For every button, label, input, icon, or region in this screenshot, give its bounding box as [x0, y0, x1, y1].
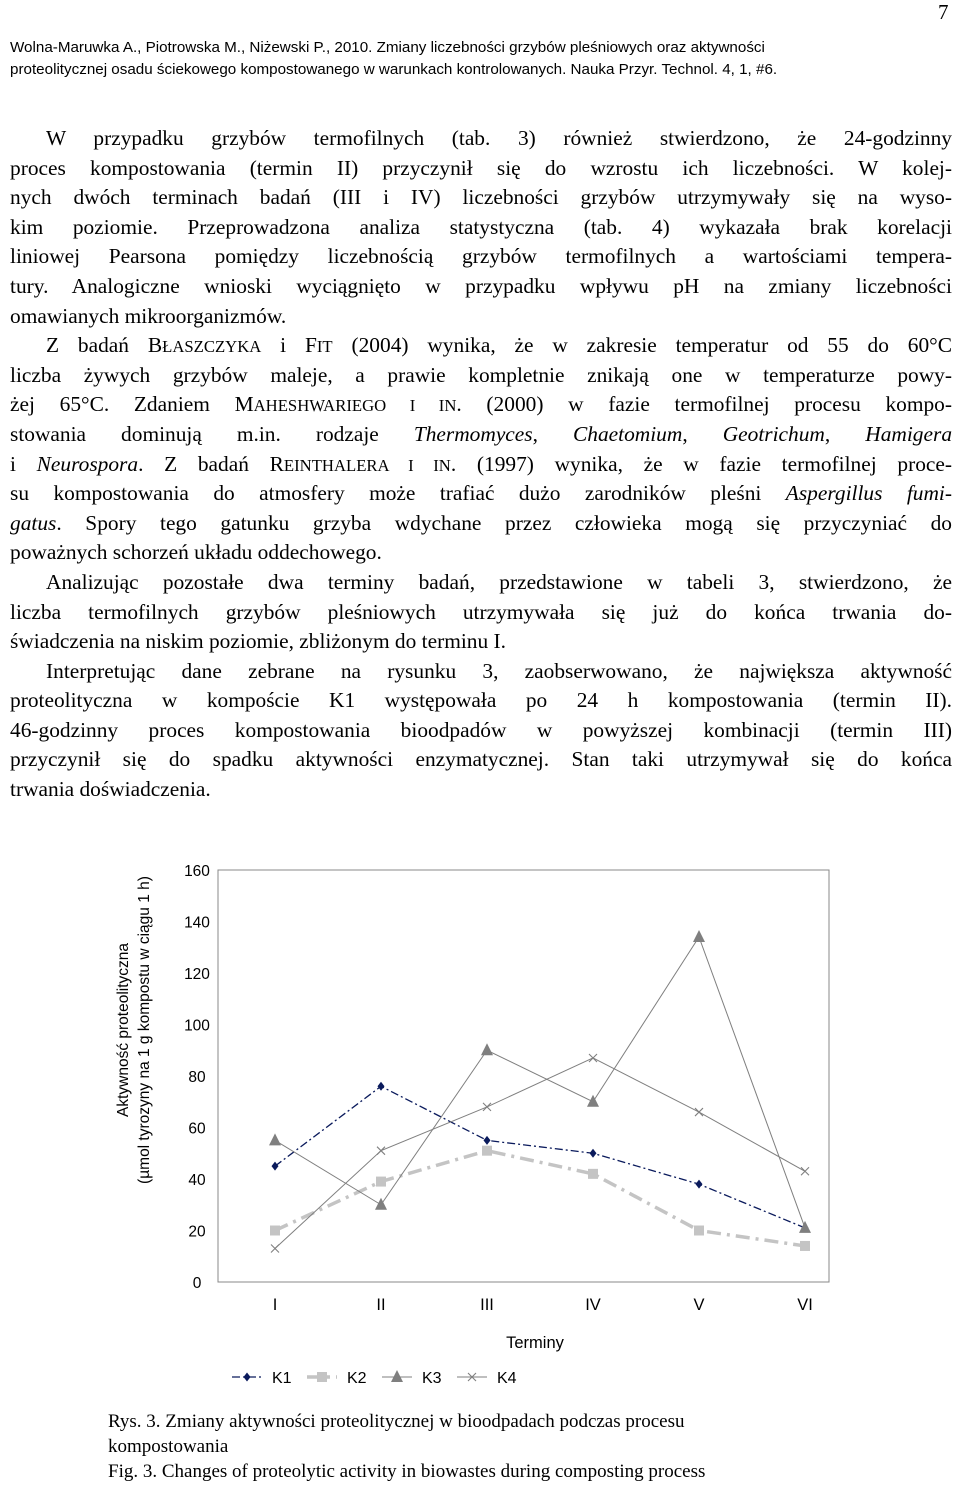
body-line: tury. Analogiczne wnioski wyciągnięto w przypadku wpływu pH na zmiany liczebności	[10, 273, 952, 298]
x-tick-label: I	[272, 1296, 278, 1314]
data-point-k1	[590, 1149, 597, 1158]
text-run: . Z badań	[138, 451, 270, 476]
text-run: żej 65°C. Zdaniem	[10, 392, 235, 417]
y-tick-labels	[184, 863, 210, 1292]
genus-name: Thermomyces	[413, 421, 533, 446]
y-tick-label: 20	[188, 1223, 206, 1241]
data-point-k2	[376, 1177, 386, 1187]
legend-swatch-marker	[391, 1370, 403, 1382]
author-smallcaps: IT	[316, 337, 333, 357]
body-line: przyczynił się do spadku aktywności enzymatycznej. Stan taki utrzymywał się do końca	[10, 747, 952, 772]
data-point-k4	[483, 1103, 491, 1111]
x-tick-label: VI	[797, 1296, 813, 1314]
legend-entry-k4	[457, 1370, 517, 1387]
data-point-k3	[375, 1198, 387, 1210]
line-chart	[100, 845, 860, 1405]
series-line-k1	[275, 1086, 805, 1228]
body-line: kim poziomie. Przeprowadzona analiza statystyczna (tab. 4) wykazała brak korelacji	[10, 214, 952, 239]
data-point-k3	[587, 1095, 599, 1107]
data-point-k3	[693, 930, 705, 942]
species-name: Aspergillus fumi-	[785, 481, 952, 506]
figure-caption	[108, 1409, 868, 1484]
body-line: W przypadku grzybów termofilnych (tab. 3) również stwierdzono, że 24-godzinny	[46, 126, 952, 150]
legend-entry-k2	[307, 1370, 367, 1387]
caption-pl-line2: kompostowania	[108, 1436, 229, 1457]
body-line: trwania doświadczenia.	[10, 777, 211, 802]
genus-name: Geotrichum	[722, 421, 825, 446]
data-point-k2	[482, 1146, 492, 1156]
legend-label: K4	[497, 1370, 517, 1387]
text-run: su kompostowania do atmosfery może trafiać dużo zarodników pleśni	[10, 481, 786, 506]
body-line: liniowej Pearsona pomiędzy liczebnością grzybów termofilnych a wartościami tempera-	[10, 244, 952, 269]
data-point-k4	[271, 1245, 279, 1253]
plot-area-frame	[218, 870, 829, 1282]
y-tick-label: 140	[184, 914, 210, 932]
genus-name: Hamigera	[865, 421, 953, 446]
x-tick-label: V	[693, 1296, 705, 1314]
caption-pl-line1: Rys. 3. Zmiany aktywności proteolitycznej w bioodpadach podczas procesu	[108, 1411, 685, 1432]
body-line: liczba żywych grzybów maleje, a prawie kompletnie znikają one w temperaturze powy-	[10, 362, 952, 387]
legend-label: K1	[272, 1370, 292, 1387]
body-line	[10, 420, 952, 450]
data-point-k4	[589, 1054, 597, 1062]
data-point-k2	[588, 1169, 598, 1179]
y-axis-title-line2: (µmol tyrozyny na 1 g kompostu w ciągu 1 h)	[136, 876, 153, 1184]
x-tick-labels	[273, 1296, 813, 1314]
genus-name: Chaetomium	[573, 421, 683, 446]
data-point-k2	[800, 1241, 810, 1251]
legend-entry-k3	[382, 1370, 442, 1387]
data-point-k1	[378, 1082, 385, 1091]
body-line: poważnych schorzeń układu oddechowego.	[10, 540, 382, 565]
author-initial: F	[304, 333, 317, 358]
series-k3	[269, 930, 811, 1233]
y-axis-title	[115, 876, 153, 1184]
text-run: ,	[824, 421, 866, 446]
citation-line: Wolna-Maruwka A., Piotrowska M., Niżewski P., 2010. Zmiany liczebności grzybów pleśniowych oraz aktywności	[10, 39, 765, 56]
body-line	[10, 509, 952, 539]
text-run: i	[10, 451, 37, 476]
body-line	[10, 331, 952, 361]
x-tick-label: II	[376, 1296, 386, 1314]
series-k4	[271, 1054, 809, 1253]
series-layer	[269, 930, 811, 1253]
text-run: ,	[532, 421, 573, 446]
article-body	[10, 124, 952, 805]
data-point-k1	[484, 1136, 491, 1145]
series-k1	[272, 1082, 809, 1233]
data-point-k2	[270, 1226, 280, 1236]
data-point-k1	[696, 1180, 703, 1189]
page-number: 7	[938, 0, 949, 24]
body-line	[10, 450, 952, 480]
citation-header	[10, 37, 955, 81]
legend-label: K2	[347, 1370, 367, 1387]
text-run: stowania dominują m.in. rodzaje	[10, 421, 414, 446]
legend-label: K3	[422, 1370, 442, 1387]
citation-line: proteolitycznej osadu ściekowego kompostowanego w warunkach kontrolowanych. Nauka Przyr. Technol. 4, 1, #6.	[10, 61, 778, 78]
author-initial: B	[147, 333, 163, 358]
text-run: . (2000) w fazie termofilnej procesu kompo-	[456, 392, 953, 417]
series-line-k4	[275, 1058, 805, 1249]
data-point-k4	[377, 1147, 385, 1155]
x-tick-label: III	[480, 1296, 494, 1314]
data-point-k3	[269, 1133, 281, 1145]
data-point-k4	[695, 1108, 703, 1116]
body-line: proteolityczna w kompoście K1 występowała po 24 h kompostowania (termin II).	[10, 688, 952, 713]
series-k2	[270, 1146, 810, 1251]
legend-entry-k1	[232, 1370, 292, 1387]
caption-en: Fig. 3. Changes of proteolytic activity in biowastes during composting process	[108, 1461, 706, 1482]
body-line: 46-godzinny proces kompostowania bioodpadów w powyższej kombinacji (termin III)	[10, 717, 952, 742]
text-run: i	[261, 333, 305, 358]
genus-name: Neurospora	[36, 451, 139, 476]
body-line: proces kompostowania (termin II) przyczynił się do wzrostu ich liczebności. W kolej-	[10, 155, 952, 180]
y-tick-label: 100	[184, 1017, 210, 1035]
species-name: gatus	[10, 510, 57, 535]
body-line: liczba termofilnych grzybów pleśniowych utrzymywała się już do końca trwania do-	[10, 599, 952, 624]
author-smallcaps: ŁASZCZYKA	[162, 337, 262, 357]
body-line: Interpretując dane zebrane na rysunku 3, zaobserwowano, że największa aktywność	[46, 658, 952, 683]
x-axis-title: Terminy	[506, 1334, 564, 1352]
body-line: świadczenia na niskim poziomie, zbliżonym do terminu I.	[10, 629, 507, 654]
data-point-k4	[801, 1167, 809, 1175]
legend-swatch-marker	[317, 1372, 327, 1382]
body-line: nych dwóch terminach badań (III i IV) liczebności grzybów utrzymywały się na wyso-	[10, 185, 952, 210]
body-line: omawianych mikroorganizmów.	[10, 303, 287, 328]
y-tick-label: 120	[184, 966, 210, 983]
author-smallcaps: EINTHALERA I IN	[283, 455, 451, 475]
data-point-k1	[272, 1162, 279, 1171]
body-line	[10, 390, 952, 420]
text-run: Z badań	[46, 333, 148, 358]
data-point-k3	[799, 1221, 811, 1233]
text-run: . Spory tego gatunku grzyba wdychane przez człowieka mogą się przyczyniać do	[56, 510, 952, 535]
y-tick-label: 60	[188, 1120, 206, 1138]
body-line: Analizując pozostałe dwa terminy badań, przedstawione w tabeli 3, stwierdzono, że	[46, 569, 952, 594]
text-run: ,	[682, 421, 723, 446]
data-point-k2	[694, 1226, 704, 1236]
author-smallcaps: AHESHWARIEGO I IN	[253, 396, 457, 416]
legend	[232, 1370, 517, 1387]
y-tick-label: 0	[192, 1275, 202, 1292]
data-point-k3	[481, 1043, 493, 1055]
author-initial: R	[269, 451, 284, 476]
y-tick-label: 40	[188, 1172, 206, 1189]
series-line-k2	[275, 1151, 805, 1246]
legend-swatch-marker	[244, 1373, 251, 1382]
text-run: . (1997) wynika, że w fazie termofilnej proce-	[450, 451, 952, 476]
text-run: (2004) wynika, że w zakresie temperatur od 55 do 60°C	[332, 333, 952, 358]
x-tick-label: IV	[585, 1296, 601, 1314]
y-axis-title-line1: Aktywność proteolityczna	[115, 942, 132, 1118]
body-line	[10, 479, 952, 509]
y-tick-label: 160	[184, 863, 210, 880]
figure-3-chart	[100, 845, 860, 1405]
author-initial: M	[234, 392, 254, 417]
y-tick-label: 80	[188, 1069, 206, 1086]
